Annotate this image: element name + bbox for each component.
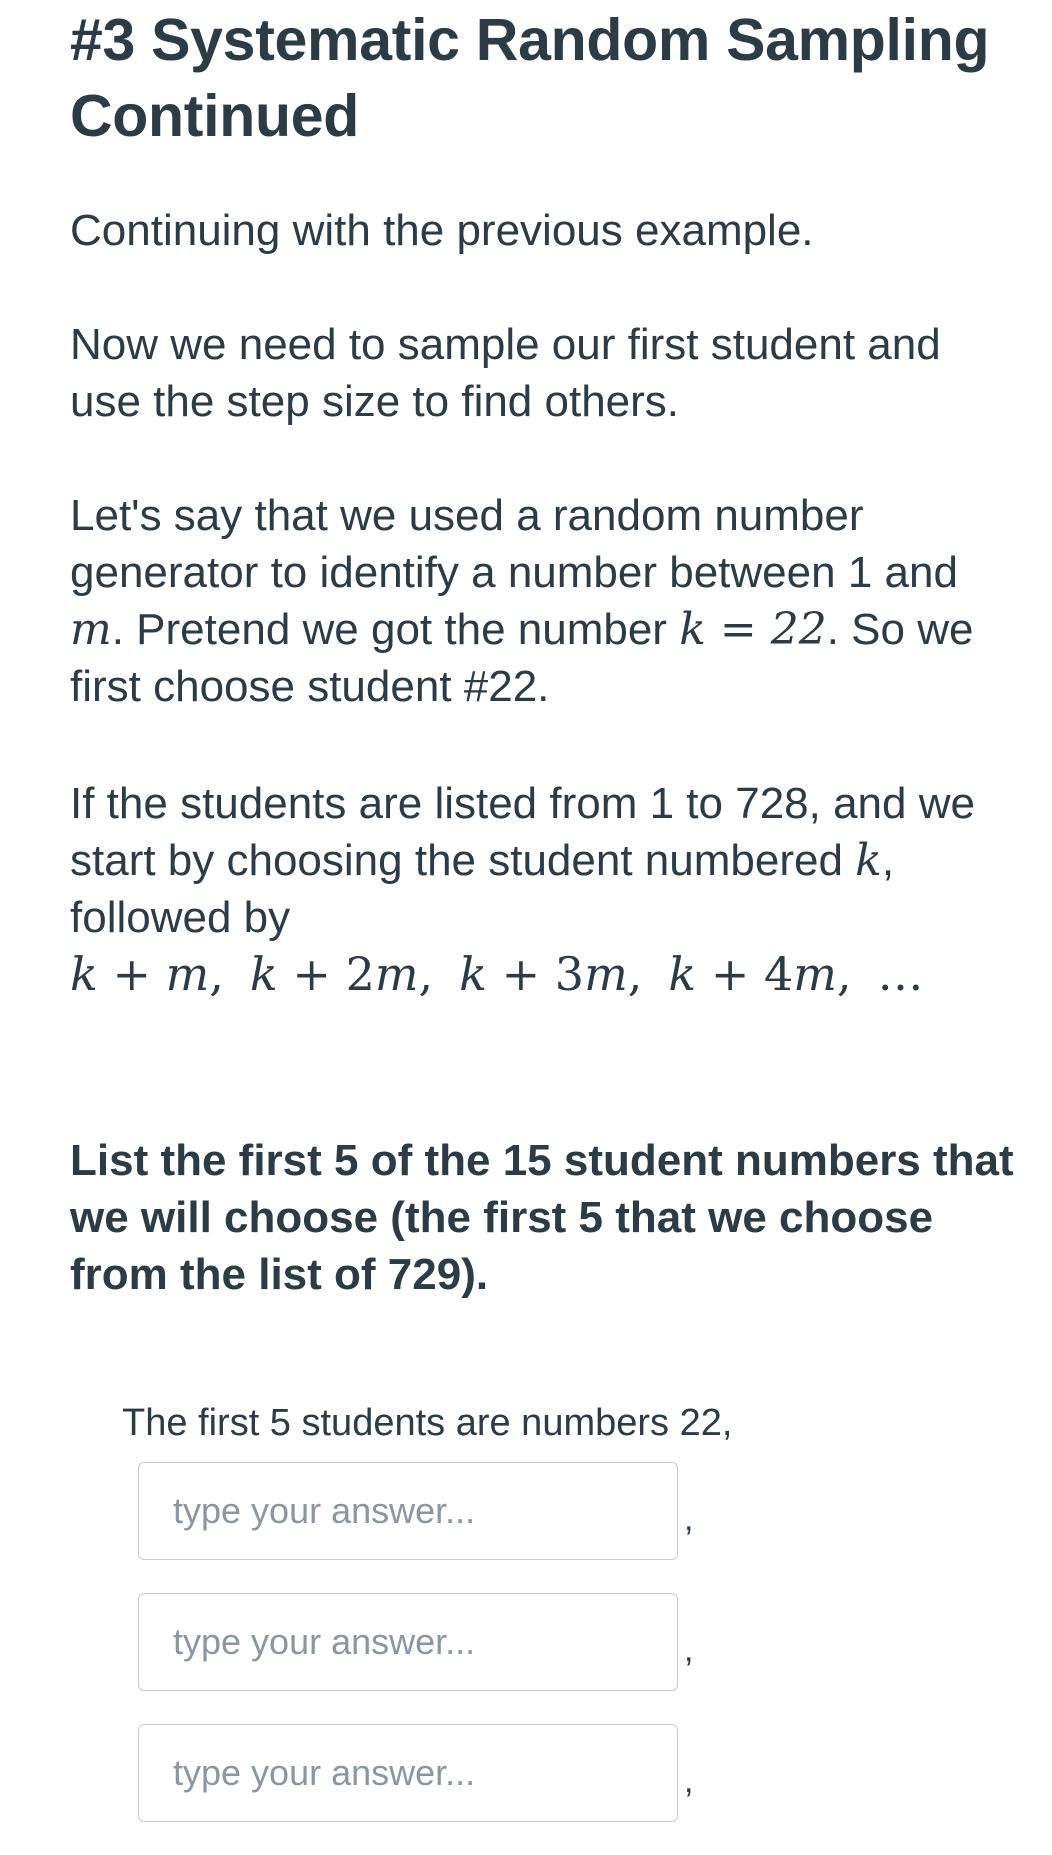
sequence-term: k + m, — [70, 947, 224, 1001]
question-content — [70, 0, 1020, 1800]
answer-lead-text: The first 5 students are numbers 22, — [122, 1402, 733, 1444]
math-equals: = — [705, 604, 771, 655]
sequence-formula — [70, 946, 1020, 1003]
page-title: #3 Systematic Random Sampling Continued — [70, 7, 990, 149]
sequence-term: k + 2m, — [249, 947, 434, 1001]
answer-row — [138, 1724, 922, 1822]
answer-separator: , — [684, 1631, 694, 1669]
answer-separator: , — [684, 1762, 694, 1800]
paragraph-text: , followed by — [70, 836, 895, 942]
math-variable-k: k — [855, 835, 882, 886]
paragraph-text: Let's say that we used a random number generator to identify a number between 1 and — [70, 491, 958, 597]
question-prompt: List the first 5 of the 15 student numbers that we will choose (the first 5 that we choose from the list of 729). — [70, 1136, 1014, 1299]
answer-input-1[interactable] — [138, 1462, 678, 1560]
math-variable-m: m — [70, 604, 112, 655]
sequence-term: k + 3m, — [459, 947, 643, 1001]
sequence-ellipsis: … — [877, 947, 924, 1001]
answer-input-2[interactable] — [138, 1593, 678, 1691]
sequence-paragraph — [70, 775, 1020, 1003]
paragraph-text: If the students are listed from 1 to 728, and we start by choosing the student numbered — [70, 779, 975, 885]
paragraph-text: . So we first choose student #22. — [70, 605, 974, 711]
intro-paragraph: Continuing with the previous example. — [70, 206, 814, 255]
answer-row — [138, 1593, 922, 1691]
answer-area — [122, 1398, 922, 1855]
math-variable-k: k — [679, 604, 706, 655]
answer-row — [138, 1462, 922, 1560]
random-number-paragraph — [70, 487, 1020, 715]
sequence-term: k + 4m, — [668, 947, 852, 1001]
answer-input-3[interactable] — [138, 1724, 678, 1822]
instruction-paragraph: Now we need to sample our first student and use the step size to find others. — [70, 320, 941, 426]
paragraph-text: . Pretend we got the number — [111, 605, 680, 654]
answer-separator: , — [684, 1500, 694, 1538]
math-value: 22 — [770, 604, 827, 655]
